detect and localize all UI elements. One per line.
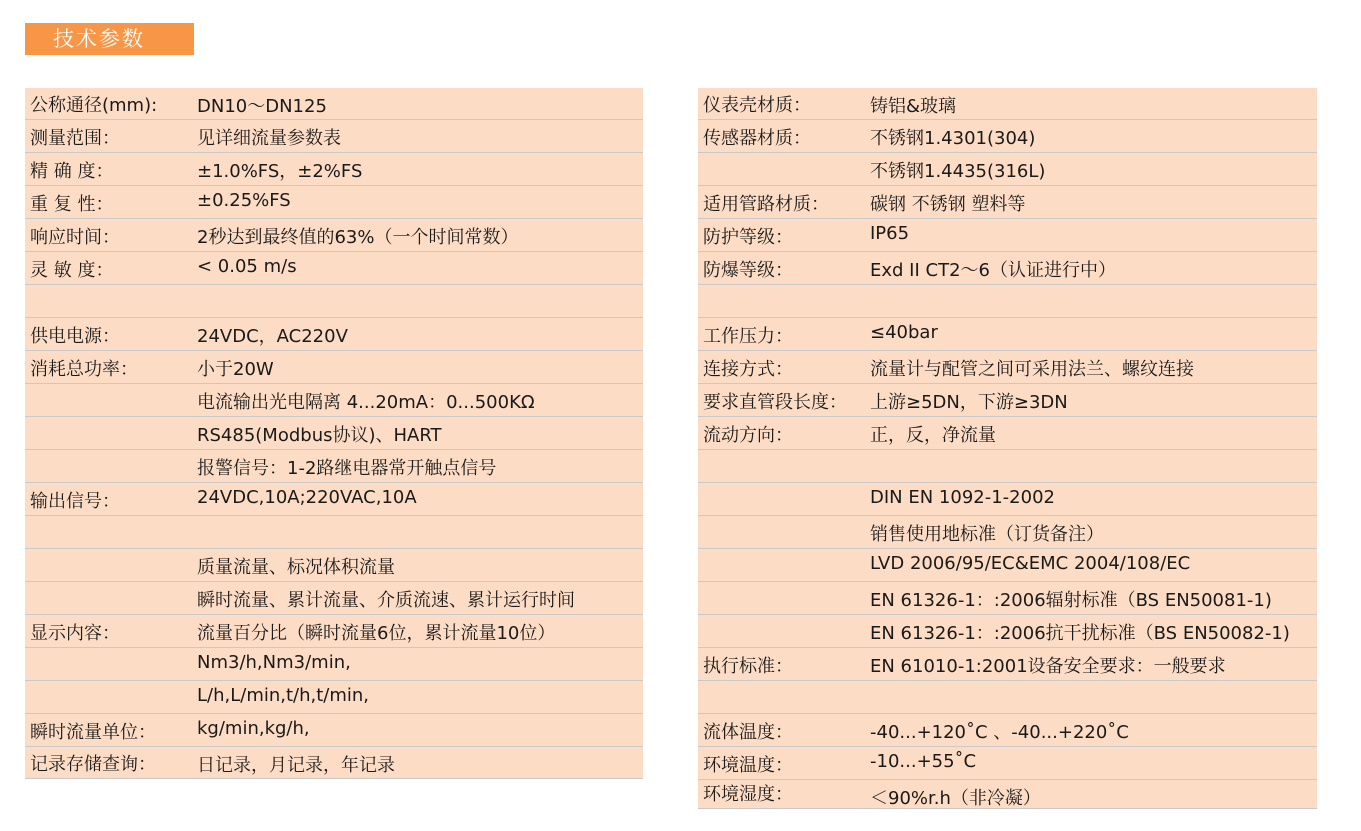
spec-row bbox=[25, 483, 643, 516]
spec-value: < 0.05 m/s bbox=[197, 256, 297, 277]
spec-value: 流量百分比（瞬时流量6位，累计流量10位） bbox=[197, 623, 556, 644]
spec-value: Exd II CT2～6（认证进行中） bbox=[870, 260, 1116, 281]
spec-row bbox=[698, 747, 1317, 780]
section-title: 技术参数 bbox=[25, 23, 194, 55]
spec-row bbox=[698, 516, 1317, 549]
spec-label: 记录存储查询： bbox=[30, 754, 156, 775]
spec-value: 碳钢 不锈钢 塑料等 bbox=[870, 194, 1026, 215]
spec-label: 精 确 度： bbox=[30, 161, 114, 182]
spec-value: 质量流量、标况体积流量 bbox=[197, 557, 395, 578]
spec-value: 流量计与配管之间可采用法兰、螺纹连接 bbox=[870, 359, 1194, 380]
spec-value: DIN EN 1092-1-2002 bbox=[870, 487, 1055, 508]
spec-row bbox=[698, 483, 1317, 516]
spec-value: ±1.0%FS，±2%FS bbox=[197, 161, 363, 182]
spec-value: 报警信号：1-2路继电器常开触点信号 bbox=[197, 458, 497, 479]
spec-row bbox=[698, 549, 1317, 582]
spec-value: 小于20W bbox=[197, 359, 274, 380]
spec-value: ±0.25%FS bbox=[197, 190, 291, 211]
spec-value: -40...+120˚C 、-40...+220˚C bbox=[870, 722, 1129, 743]
spec-row bbox=[25, 450, 643, 483]
spec-row bbox=[698, 219, 1317, 252]
spec-value: 电流输出光电隔离 4...20mA：0...500KΩ bbox=[197, 392, 535, 413]
spec-row bbox=[25, 285, 643, 318]
spec-row bbox=[25, 648, 643, 681]
spec-value: Nm3/h,Nm3/min, bbox=[197, 652, 351, 673]
spec-value: IP65 bbox=[870, 223, 910, 244]
spec-row bbox=[698, 318, 1317, 351]
spec-row bbox=[25, 153, 643, 186]
spec-label: 显示内容： bbox=[30, 623, 120, 644]
spec-row bbox=[25, 186, 643, 219]
spec-label: 工作压力： bbox=[703, 326, 793, 347]
spec-label: 重 复 性： bbox=[30, 194, 114, 215]
spec-row bbox=[25, 516, 643, 549]
spec-value: EN 61010-1:2001设备安全要求：一般要求 bbox=[870, 656, 1226, 677]
spec-label: 流体温度： bbox=[703, 722, 793, 743]
spec-label: 瞬时流量单位： bbox=[30, 722, 156, 743]
spec-label: 环境湿度： bbox=[703, 784, 793, 805]
spec-row bbox=[698, 714, 1317, 747]
spec-row bbox=[698, 417, 1317, 450]
spec-row bbox=[25, 615, 643, 648]
spec-value: 24VDC,10A;220VAC,10A bbox=[197, 487, 417, 508]
spec-label: 供电电源： bbox=[30, 326, 120, 347]
spec-label: 灵 敏 度： bbox=[30, 260, 114, 281]
spec-row bbox=[698, 681, 1317, 714]
spec-value: LVD 2006/95/EC&EMC 2004/108/EC bbox=[870, 553, 1191, 574]
spec-row bbox=[698, 450, 1317, 483]
spec-value: 2秒达到最终值的63%（一个时间常数） bbox=[197, 227, 519, 248]
spec-row bbox=[25, 219, 643, 252]
spec-row bbox=[25, 351, 643, 384]
spec-value: 不锈钢1.4435(316L) bbox=[870, 161, 1046, 182]
spec-label: 执行标准： bbox=[703, 656, 793, 677]
spec-value: 销售使用地标准（订货备注） bbox=[870, 524, 1104, 545]
spec-row bbox=[25, 88, 643, 120]
spec-row bbox=[698, 780, 1317, 809]
spec-table-right bbox=[698, 88, 1317, 809]
spec-value: 上游≥5DN，下游≥3DN bbox=[870, 392, 1068, 413]
spec-value: 铸铝&玻璃 bbox=[870, 96, 957, 117]
spec-label: 传感器材质： bbox=[703, 128, 811, 149]
spec-value: EN 61326-1：:2006抗干扰标准（BS EN50082-1) bbox=[870, 623, 1290, 644]
spec-label: 消耗总功率： bbox=[30, 359, 138, 380]
spec-row bbox=[25, 252, 643, 285]
spec-row bbox=[25, 417, 643, 450]
spec-row bbox=[698, 252, 1317, 285]
spec-value: kg/min,kg/h, bbox=[197, 718, 310, 739]
spec-value: 不锈钢1.4301(304) bbox=[870, 128, 1036, 149]
spec-row bbox=[25, 714, 643, 747]
spec-row bbox=[698, 384, 1317, 417]
spec-label: 适用管路材质： bbox=[703, 194, 829, 215]
spec-value: DN10～DN125 bbox=[197, 96, 327, 117]
spec-row bbox=[698, 88, 1317, 120]
spec-row bbox=[698, 285, 1317, 318]
spec-value: ＜90%r.h（非冷凝） bbox=[870, 788, 1041, 809]
spec-row bbox=[698, 186, 1317, 219]
spec-label: 响应时间： bbox=[30, 227, 120, 248]
spec-label: 防爆等级： bbox=[703, 260, 793, 281]
spec-value: -10...+55˚C bbox=[870, 751, 977, 772]
spec-label: 环境温度： bbox=[703, 755, 793, 776]
spec-label: 连接方式： bbox=[703, 359, 793, 380]
spec-row bbox=[698, 648, 1317, 681]
spec-value: 见详细流量参数表 bbox=[197, 128, 341, 149]
spec-row bbox=[698, 120, 1317, 153]
spec-row bbox=[698, 582, 1317, 615]
spec-label: 仪表壳材质： bbox=[703, 95, 811, 116]
spec-row bbox=[25, 384, 643, 417]
spec-row bbox=[25, 747, 643, 779]
spec-row bbox=[698, 351, 1317, 384]
spec-label: 防护等级： bbox=[703, 227, 793, 248]
spec-row bbox=[25, 582, 643, 615]
spec-value: 瞬时流量、累计流量、介质流速、累计运行时间 bbox=[197, 590, 575, 611]
spec-row bbox=[25, 120, 643, 153]
spec-value: ≤40bar bbox=[870, 322, 938, 343]
spec-label: 公称通径(mm): bbox=[30, 95, 158, 116]
spec-row bbox=[25, 318, 643, 351]
spec-value: RS485(Modbus协议)、HART bbox=[197, 425, 442, 446]
spec-value: 24VDC，AC220V bbox=[197, 326, 348, 347]
spec-row bbox=[698, 153, 1317, 186]
spec-value: 日记录，月记录，年记录 bbox=[197, 755, 395, 776]
spec-row bbox=[25, 681, 643, 714]
spec-row bbox=[698, 615, 1317, 648]
spec-label: 测量范围： bbox=[30, 128, 120, 149]
spec-value: EN 61326-1：:2006辐射标准（BS EN50081-1) bbox=[870, 590, 1272, 611]
spec-table-left bbox=[25, 88, 643, 779]
spec-value: L/h,L/min,t/h,t/min, bbox=[197, 685, 370, 706]
spec-label: 输出信号： bbox=[30, 491, 120, 512]
spec-label: 要求直管段长度： bbox=[703, 392, 847, 413]
spec-value: 正，反，净流量 bbox=[870, 425, 996, 446]
spec-row bbox=[25, 549, 643, 582]
spec-label: 流动方向： bbox=[703, 425, 793, 446]
